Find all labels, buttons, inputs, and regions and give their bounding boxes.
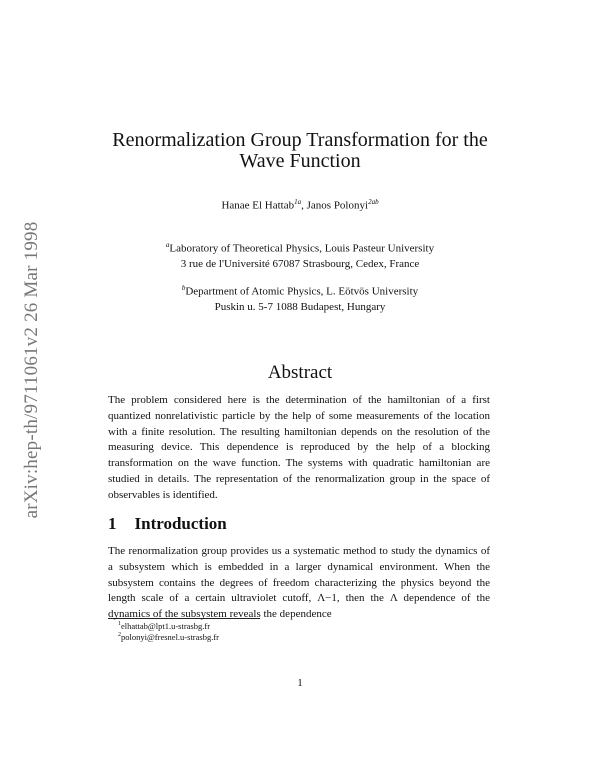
- affiliation-b: [0, 281, 600, 315]
- author-2-affil-mark: 2ab: [368, 198, 379, 206]
- footnote-divider: [108, 618, 260, 619]
- footnote-2-email[interactable]: polonyi@fresnel.u-strasbg.fr: [121, 632, 219, 642]
- affiliation-a-line-1: [0, 238, 600, 257]
- affiliation-b-name: Department of Atomic Physics, L. Eötvös University: [185, 285, 419, 298]
- affiliation-a-address: 3 rue de l'Université 67087 Strasbourg, Cedex, France: [180, 257, 420, 270]
- arxiv-identifier-text: arXiv:hep-th/9711061v2 26 Mar 1998: [21, 221, 42, 519]
- affiliation-a-name: Laboratory of Theoretical Physics, Louis Pasteur University: [169, 242, 435, 255]
- author-1-name: Hanae El Hattab: [221, 199, 295, 212]
- title-line-1: Renormalization Group Transformation for the: [112, 129, 488, 151]
- section-heading: [108, 514, 227, 534]
- section-number: 1: [108, 514, 117, 533]
- footnote-1-email[interactable]: elhattab@lpt1.u-strasbg.fr: [121, 621, 211, 631]
- affiliation-b-line-1: [0, 281, 600, 300]
- footnote-1: [118, 621, 210, 631]
- paper-title: [90, 130, 510, 172]
- footnote-2-mark: 2: [118, 632, 121, 639]
- abstract-heading: Abstract: [267, 362, 333, 383]
- affiliation-a: [0, 238, 600, 272]
- affiliation-b-mark: b: [181, 284, 186, 292]
- affiliation-b-address: Puskin u. 5-7 1088 Budapest, Hungary: [214, 300, 386, 313]
- author-2-name: Janos Polonyi: [306, 199, 369, 212]
- abstract-body: The problem considered here is the determination of the hamiltonian of a first quantized nonrelativistic particle by the help of some measurements of the location with a finite resolution. The resulting hamiltonian depends on the resolution of the measuring device. This dependence is reproduced by the help of a blocking transformation on the wave function. The systems with quadratic hamiltonian are studied in details. The representation of the renormalization group in the space of observables is identified.: [108, 394, 490, 501]
- affiliation-a-mark: a: [165, 241, 170, 249]
- introduction-body: The renormalization group provides us a systematic method to study the dynamics of a subsystem which is embedded in a larger dynamical environment. When the subsystem contains the degrees of freedom characterizing the physics beyond the length scale of a certain ultraviolet cutoff, Λ−1, then the Λ dependence of the dynamics of the subsystem reveals the dependence: [108, 545, 490, 621]
- section-title: Introduction: [134, 514, 227, 533]
- title-line-2: Wave Function: [239, 150, 361, 172]
- page-number: 1: [297, 677, 303, 689]
- author-separator: ,: [301, 199, 307, 212]
- footnote-1-mark: 1: [118, 621, 121, 628]
- author-1-affil-mark: 1a: [294, 198, 302, 206]
- author-list: [0, 198, 600, 212]
- footnote-2: [118, 632, 219, 642]
